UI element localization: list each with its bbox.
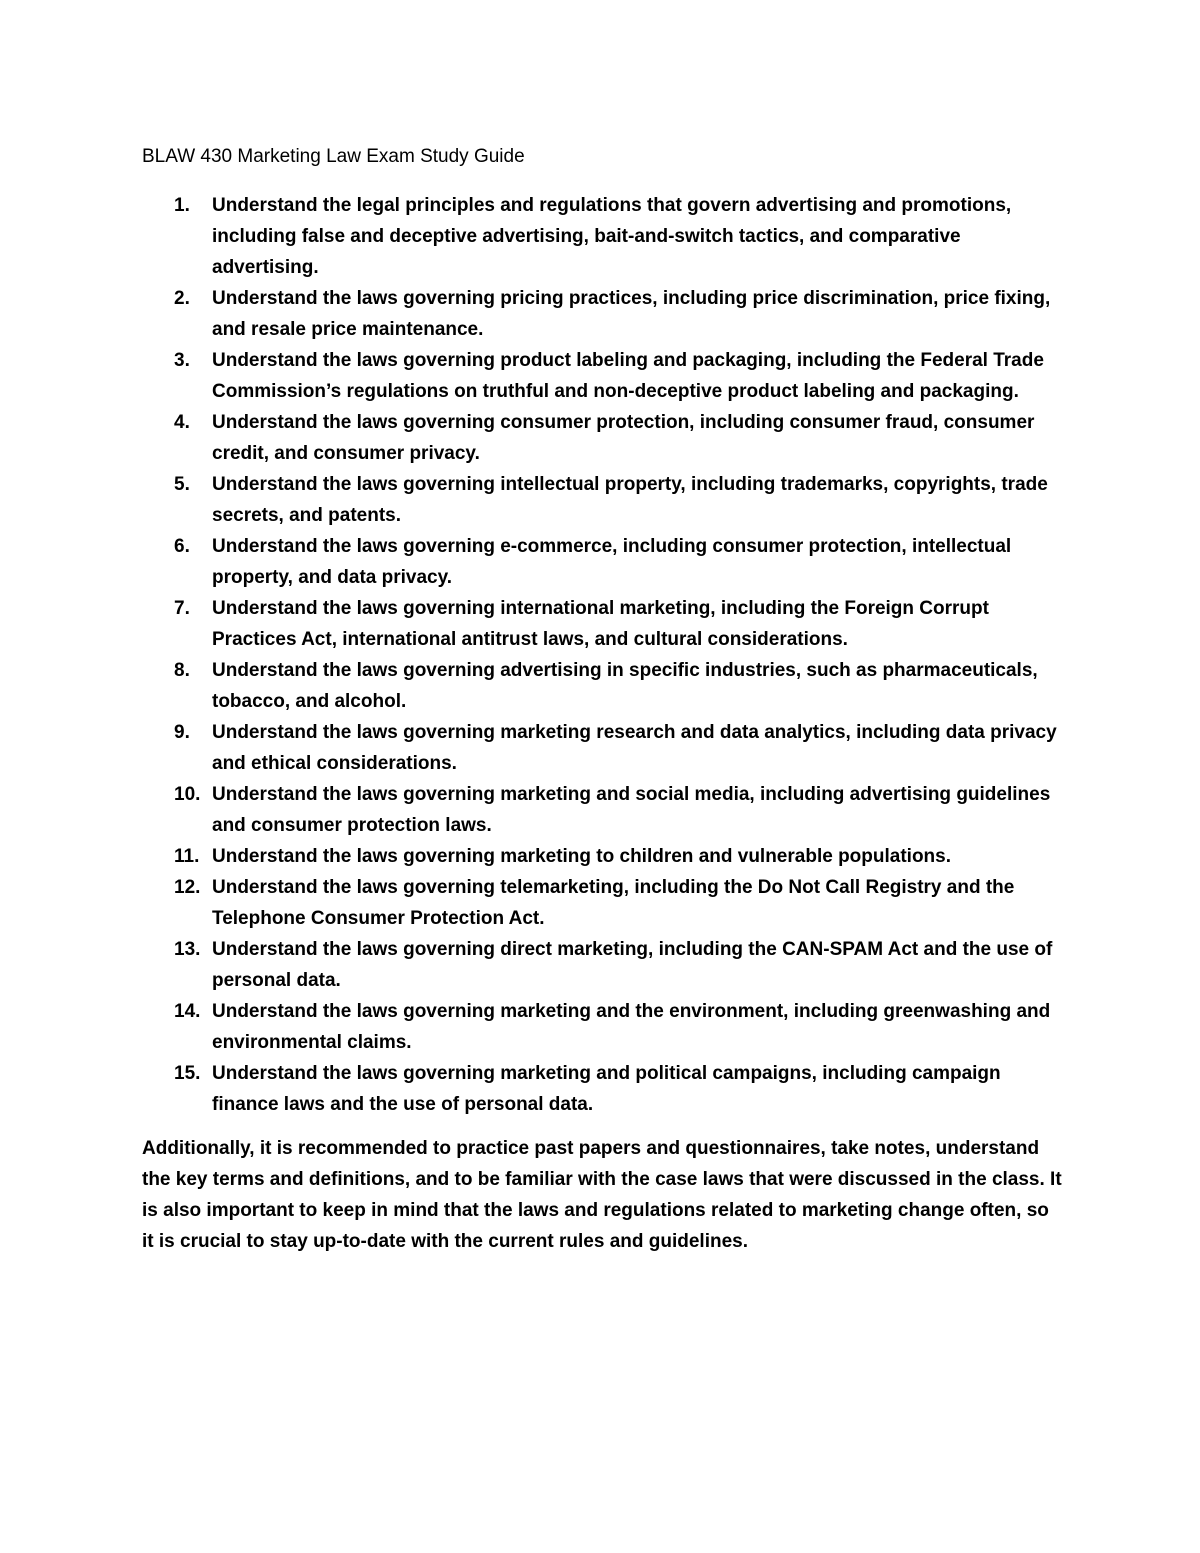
- list-item: [142, 717, 1072, 779]
- item-number: 8.: [174, 660, 190, 681]
- study-guide-list: [142, 190, 1072, 1120]
- item-number: 5.: [174, 474, 190, 495]
- list-item: [142, 996, 1072, 1058]
- list-item: [142, 934, 1072, 996]
- item-text: Understand the laws governing marketing research and data analytics, including data privacy and ethical considerations.: [212, 722, 1057, 774]
- list-item: [142, 872, 1072, 934]
- item-number: 7.: [174, 598, 190, 619]
- list-item: [142, 655, 1072, 717]
- list-item: [142, 593, 1072, 655]
- item-number: 12.: [174, 877, 201, 898]
- list-item: [142, 779, 1072, 841]
- item-text: Understand the laws governing marketing and political campaigns, including campaign finance laws and the use of personal data.: [212, 1063, 1001, 1115]
- list-item: [142, 283, 1072, 345]
- item-text: Understand the laws governing telemarketing, including the Do Not Call Registry and the Telephone Consumer Protection Act.: [212, 877, 1015, 929]
- item-text: Understand the laws governing international marketing, including the Foreign Corrupt Practices Act, international antitrust laws, and cultural considerations.: [212, 598, 989, 650]
- list-item: [142, 190, 1072, 283]
- list-item: [142, 841, 1072, 872]
- item-text: Understand the laws governing e-commerce, including consumer protection, intellectual property, and data privacy.: [212, 536, 1012, 588]
- item-number: 6.: [174, 536, 190, 557]
- item-number: 15.: [174, 1063, 201, 1084]
- item-text: Understand the laws governing product labeling and packaging, including the Federal Trade Commission’s regulations on truthful and non-deceptive product labeling and packaging.: [212, 350, 1044, 402]
- item-number: 9.: [174, 722, 190, 743]
- page-title: BLAW 430 Marketing Law Exam Study Guide: [142, 146, 525, 167]
- item-text: Understand the laws governing advertising in specific industries, such as pharmaceuticals, tobacco, and alcohol.: [212, 660, 1038, 712]
- item-text: Understand the laws governing pricing practices, including price discrimination, price fixing, and resale price maintenance.: [212, 288, 1051, 340]
- list-item: [142, 345, 1072, 407]
- item-number: 13.: [174, 939, 201, 960]
- item-number: 1.: [174, 195, 190, 216]
- item-text: Understand the laws governing intellectual property, including trademarks, copyrights, trade secrets, and patents.: [212, 474, 1048, 526]
- item-number: 11.: [174, 846, 200, 867]
- list-item: [142, 469, 1072, 531]
- item-text: Understand the laws governing marketing to children and vulnerable populations.: [212, 846, 951, 867]
- item-text: Understand the laws governing marketing and the environment, including greenwashing and environmental claims.: [212, 1001, 1051, 1053]
- item-number: 3.: [174, 350, 190, 371]
- item-text: Understand the legal principles and regulations that govern advertising and promotions, including false and deceptive advertising, bait-and-switch tactics, and comparative advertising.: [212, 195, 1012, 278]
- list-item: [142, 407, 1072, 469]
- list-item: [142, 1058, 1072, 1120]
- item-text: Understand the laws governing marketing and social media, including advertising guidelines and consumer protection laws.: [212, 784, 1051, 836]
- list-item: [142, 531, 1072, 593]
- item-text: Understand the laws governing consumer protection, including consumer fraud, consumer credit, and consumer privacy.: [212, 412, 1035, 464]
- item-number: 14.: [174, 1001, 201, 1022]
- item-number: 10.: [174, 784, 201, 805]
- item-number: 4.: [174, 412, 190, 433]
- item-text: Understand the laws governing direct marketing, including the CAN-SPAM Act and the use of personal data.: [212, 939, 1053, 991]
- item-number: 2.: [174, 288, 190, 309]
- closing-paragraph: Additionally, it is recommended to practice past papers and questionnaires, take notes, understand the key terms and definitions, and to be familiar with the case laws that were discussed in the class. It is also important to keep in mind that the laws and regulations related to marketing change often, so it is crucial to stay up-to-date with the current rules and guidelines.: [142, 1138, 1062, 1252]
